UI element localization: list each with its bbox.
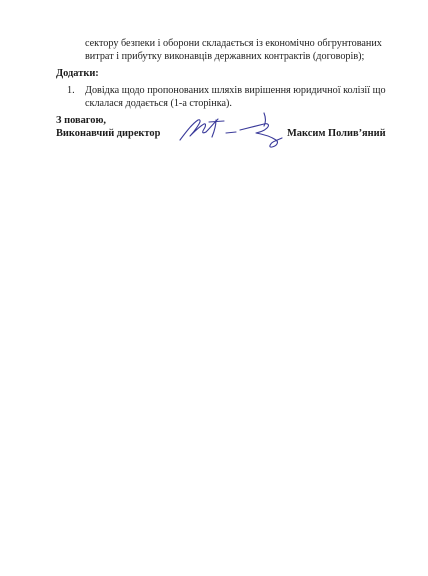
signer-position: Виконавчий директор	[56, 128, 161, 139]
list-item-line: склалася додається (1-а сторінка).	[85, 98, 232, 109]
closing-greeting: З повагою,	[56, 115, 107, 126]
attachments-heading: Додатки:	[56, 68, 99, 79]
closing-block	[56, 114, 160, 140]
paragraph-continuation	[85, 37, 385, 63]
list-item-text	[85, 84, 386, 110]
paragraph-line: витрат і прибутку виконавців державних контрактів (договорів);	[85, 51, 365, 62]
list-item-number: 1.	[67, 85, 75, 96]
signer-name: Максим Полив’яний	[287, 128, 386, 139]
list-item-line: Довідка щодо пропонованих шляхів вирішення юридичної колізії що	[85, 85, 386, 96]
list-item	[67, 84, 387, 110]
attachments-list	[67, 84, 387, 110]
paragraph-line: сектору безпеки і оборони складається із економічно обгрунтованих	[85, 38, 382, 49]
handwritten-signature-icon	[176, 110, 286, 150]
